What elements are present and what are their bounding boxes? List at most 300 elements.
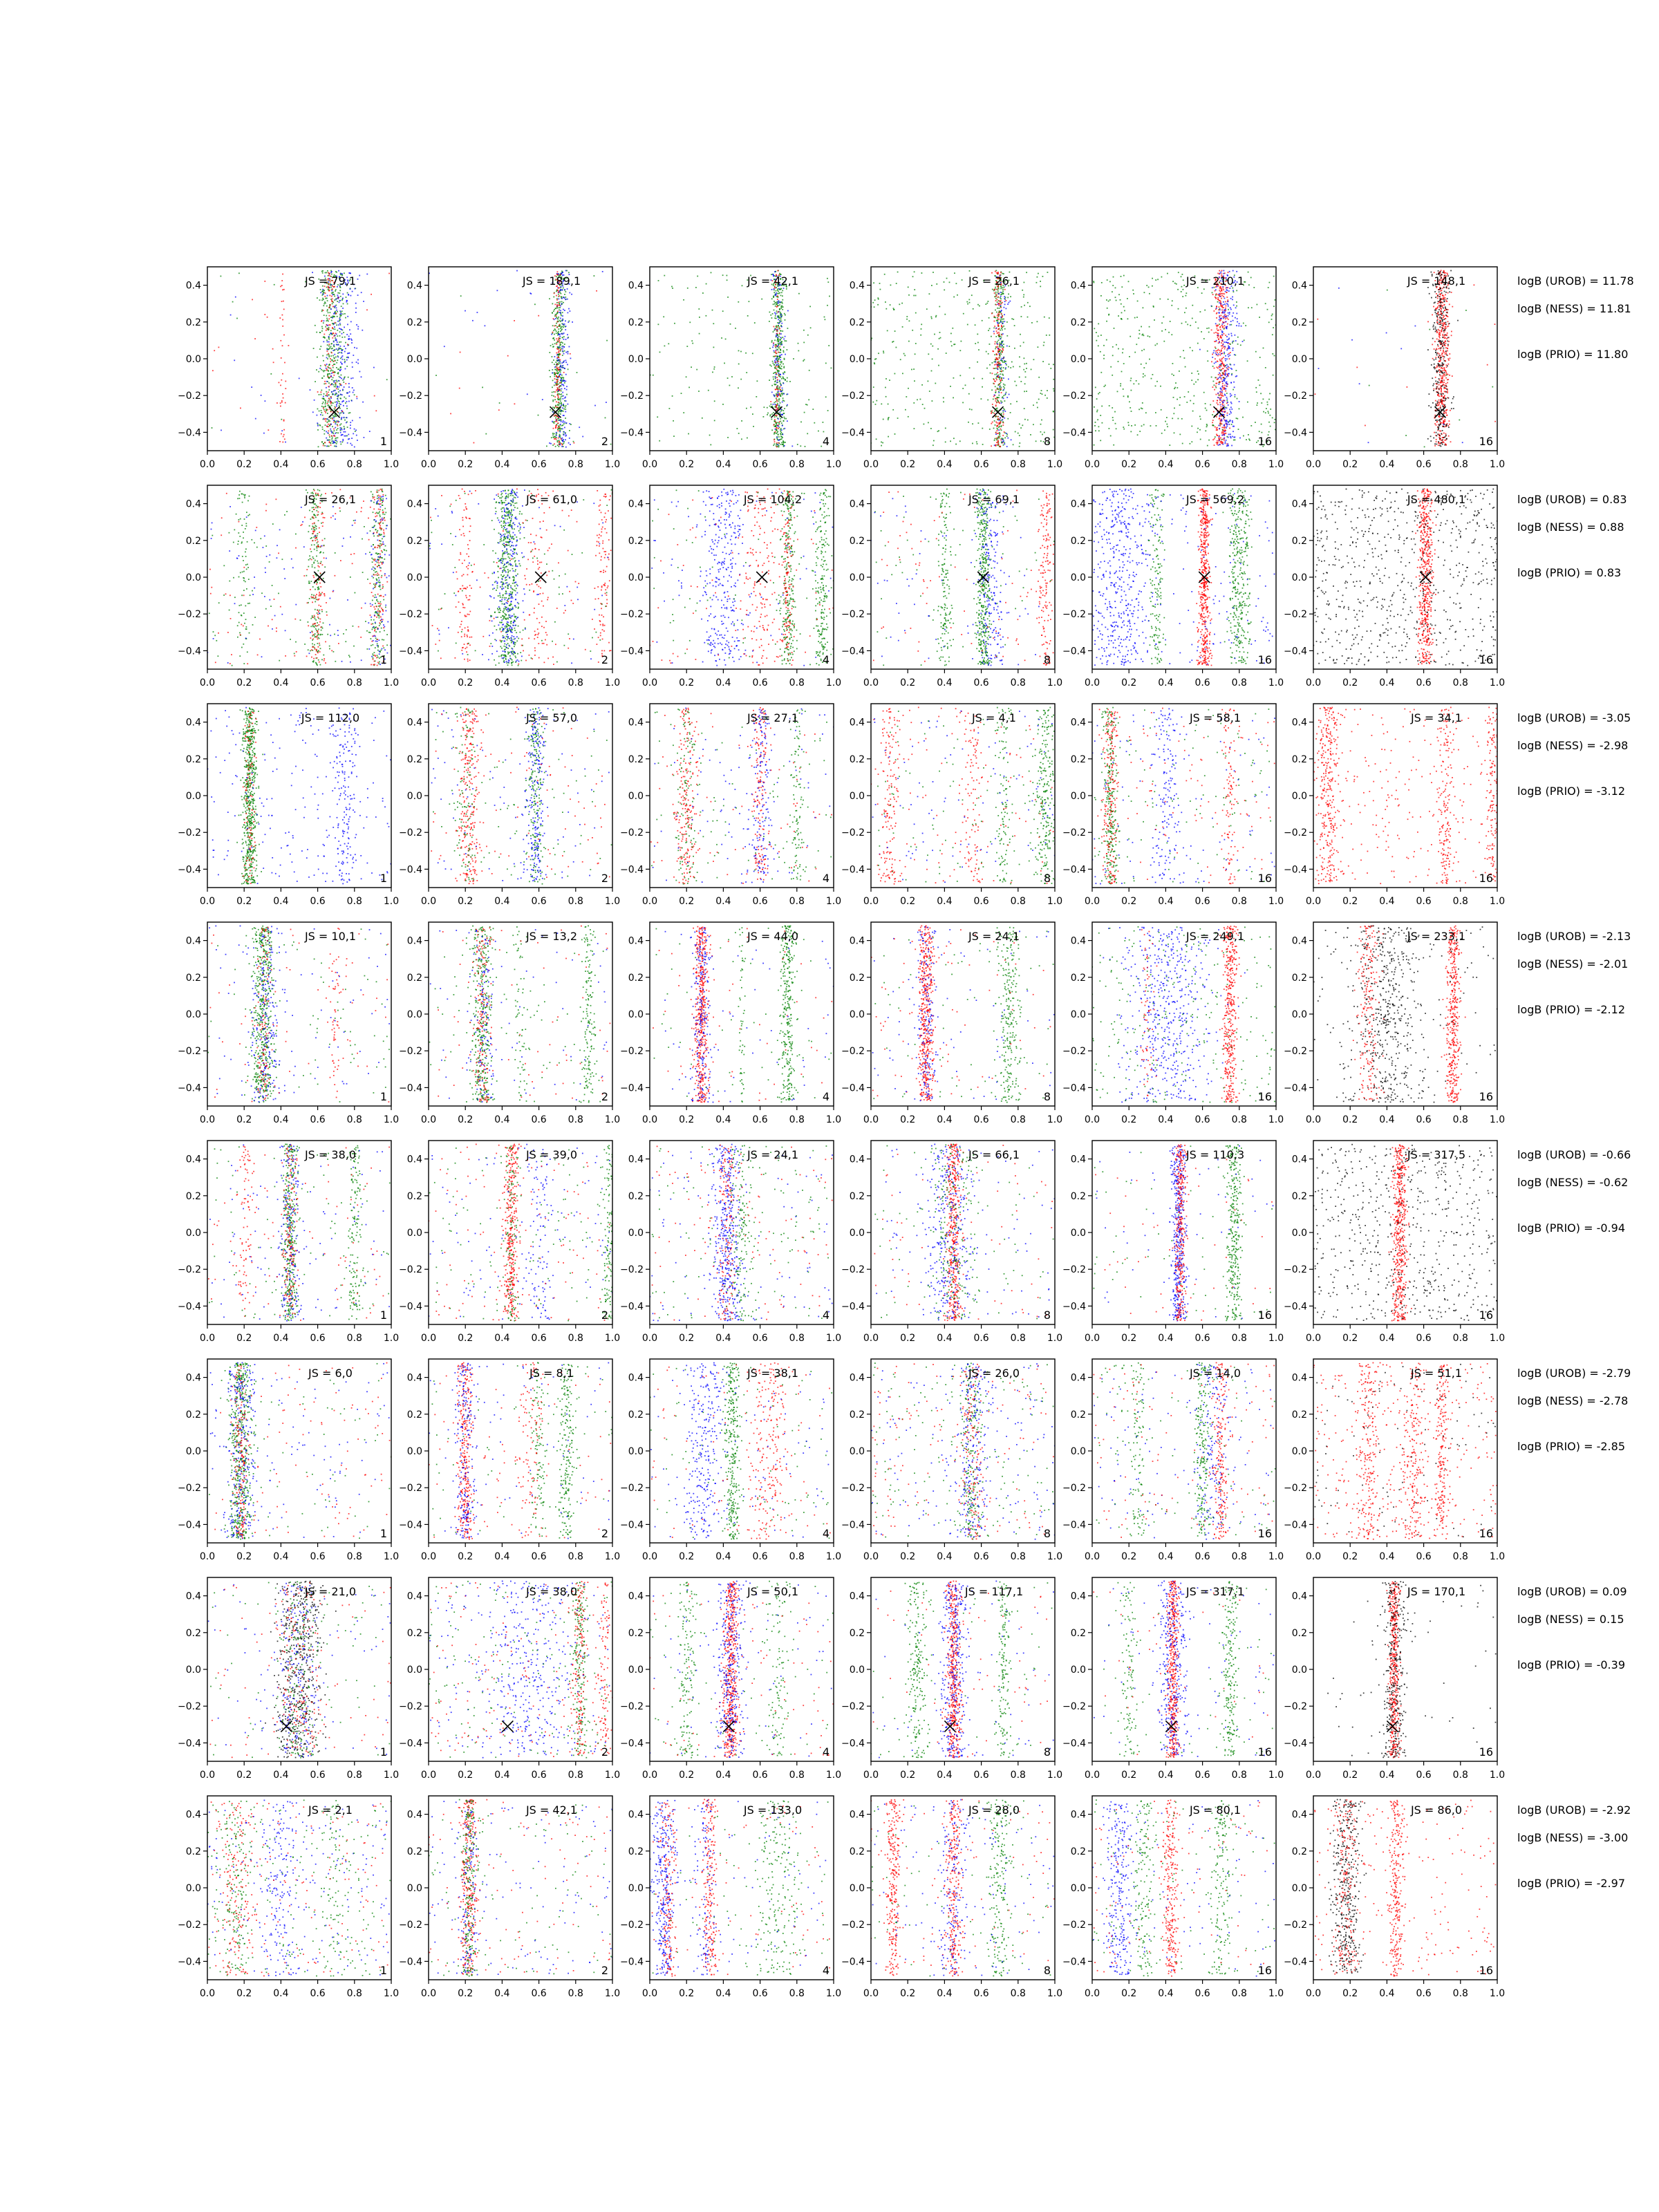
scatter-point — [388, 273, 390, 274]
scatter-point — [559, 353, 560, 355]
scatter-point — [328, 395, 330, 396]
scatter-point — [1230, 321, 1232, 322]
scatter-point — [335, 433, 336, 434]
scatter-point — [1233, 382, 1235, 383]
scatter-point — [354, 429, 355, 430]
scatter-point — [1222, 324, 1224, 325]
scatter-point — [1005, 363, 1006, 364]
scatter-point — [729, 385, 731, 386]
scatter-point — [1219, 327, 1221, 328]
scatter-point — [727, 275, 728, 276]
scatter-point — [995, 400, 997, 402]
scatter-point — [1219, 352, 1221, 353]
scatter-point — [1224, 411, 1226, 413]
scatter-point — [1267, 309, 1268, 310]
scatter-point — [1236, 301, 1237, 303]
scatter-point — [1250, 425, 1252, 427]
scatter-point — [345, 317, 346, 319]
x-tick-label: 0.0 — [863, 459, 879, 470]
scatter-point — [1033, 404, 1034, 406]
scatter-point — [350, 321, 352, 323]
scatter-point — [1024, 282, 1025, 283]
scatter-point — [280, 286, 281, 288]
scatter-point — [997, 372, 998, 373]
scatter-point — [991, 411, 992, 412]
scatter-point — [558, 334, 559, 335]
scatter-point — [1019, 357, 1020, 358]
scatter-point — [323, 445, 324, 447]
scatter-point — [1224, 404, 1225, 406]
scatter-point — [333, 442, 335, 444]
scatter-point — [1221, 431, 1223, 433]
scatter-point — [1037, 276, 1038, 278]
scatter-point — [556, 321, 558, 323]
scatter-point — [971, 294, 973, 296]
scatter-point — [713, 323, 714, 324]
scatter-point — [558, 292, 559, 293]
scatter-point — [565, 406, 566, 408]
scatter-point — [998, 316, 1000, 317]
scatter-point — [776, 384, 777, 385]
step-label: 2 — [601, 435, 608, 448]
scatter-point — [1441, 391, 1442, 393]
scatter-point — [565, 362, 567, 363]
scatter-point — [560, 380, 561, 382]
scatter-point — [1217, 337, 1219, 338]
scatter-point — [561, 330, 562, 331]
scatter-point — [1161, 433, 1163, 434]
scatter-point — [1152, 278, 1153, 279]
scatter-point — [1221, 330, 1223, 332]
x-tick-label: 1.0 — [826, 459, 841, 470]
scatter-point — [330, 376, 332, 377]
scatter-point — [774, 439, 775, 440]
scatter-point — [556, 332, 557, 334]
scatter-point — [780, 295, 782, 297]
scatter-point — [341, 306, 342, 307]
scatter-point — [339, 415, 340, 416]
scatter-point — [1006, 346, 1008, 347]
scatter-point — [992, 289, 993, 290]
scatter-point — [999, 346, 1000, 348]
scatter-point — [1007, 297, 1009, 299]
scatter-point — [1040, 393, 1042, 394]
scatter-point — [999, 308, 1000, 309]
scatter-point — [559, 340, 560, 341]
scatter-point — [1222, 327, 1224, 328]
scatter-point — [944, 281, 945, 283]
x-tick-label: 0.2 — [900, 459, 915, 470]
scatter-point — [782, 400, 784, 401]
scatter-point — [559, 363, 561, 364]
scatter-point — [1226, 326, 1228, 328]
scatter-point — [752, 413, 753, 415]
scatter-point — [325, 292, 326, 294]
scatter-point — [1159, 299, 1161, 300]
scatter-point — [780, 374, 781, 375]
scatter-point — [326, 315, 327, 317]
x-tick-label: 1.0 — [1047, 459, 1062, 470]
scatter-point — [323, 398, 324, 400]
scatter-point — [784, 445, 785, 447]
scatter-point — [807, 433, 808, 434]
scatter-point — [803, 360, 804, 362]
scatter-point — [1094, 328, 1095, 329]
scatter-point — [341, 357, 342, 358]
subplot-r1-c6 — [1284, 267, 1505, 470]
scatter-point — [1226, 386, 1227, 387]
scatter-point — [279, 382, 280, 384]
scatter-point — [1170, 321, 1171, 322]
scatter-point — [1232, 270, 1234, 272]
scatter-point — [288, 345, 290, 346]
scatter-point — [778, 345, 779, 346]
scatter-point — [1116, 428, 1117, 429]
scatter-point — [344, 426, 345, 427]
scatter-point — [559, 441, 560, 442]
scatter-point — [355, 431, 356, 432]
scatter-point — [1004, 298, 1005, 299]
scatter-point — [1024, 419, 1026, 420]
scatter-point — [1174, 387, 1176, 388]
scatter-point — [800, 422, 802, 423]
scatter-point — [1114, 411, 1116, 413]
scatter-point — [557, 311, 559, 312]
scatter-point — [1106, 299, 1107, 301]
scatter-point — [564, 297, 565, 299]
scatter-point — [335, 332, 337, 334]
scatter-point — [777, 330, 778, 332]
scatter-point — [774, 271, 776, 272]
scatter-point — [998, 433, 1000, 434]
scatter-point — [465, 310, 466, 312]
scatter-point — [1215, 346, 1216, 348]
scatter-point — [936, 283, 937, 285]
scatter-point — [873, 386, 874, 388]
scatter-point — [697, 276, 698, 277]
scatter-point — [1022, 290, 1023, 291]
scatter-point — [1232, 315, 1233, 317]
scatter-point — [1015, 431, 1016, 433]
scatter-point — [554, 443, 555, 444]
scatter-point — [1237, 418, 1238, 420]
scatter-point — [562, 440, 563, 442]
scatter-point — [1225, 391, 1226, 392]
scatter-point — [1238, 429, 1239, 430]
scatter-point — [1027, 420, 1029, 421]
scatter-point — [340, 362, 341, 363]
scatter-point — [780, 333, 782, 335]
scatter-point — [322, 298, 324, 299]
scatter-point — [754, 322, 756, 324]
scatter-point — [776, 399, 778, 400]
scatter-point — [563, 353, 565, 355]
scatter-point — [1447, 332, 1448, 334]
scatter-point — [787, 381, 788, 382]
scatter-point — [1006, 300, 1007, 301]
scatter-point — [920, 335, 921, 336]
scatter-point — [894, 309, 895, 310]
scatter-point — [1000, 349, 1001, 350]
scatter-point — [1224, 341, 1225, 343]
scatter-point — [281, 400, 283, 402]
scatter-point — [977, 342, 979, 344]
scatter-point — [321, 321, 322, 322]
scatter-point — [782, 397, 784, 399]
scatter-point — [1443, 433, 1445, 434]
scatter-point — [930, 428, 932, 429]
scatter-point — [1228, 373, 1229, 375]
scatter-point — [1020, 381, 1022, 382]
scatter-point — [1215, 427, 1216, 428]
scatter-point — [326, 298, 328, 299]
scatter-point — [774, 424, 775, 426]
scatter-point — [1273, 306, 1275, 307]
scatter-point — [785, 354, 786, 355]
scatter-point — [771, 419, 772, 420]
scatter-point — [997, 299, 998, 301]
scatter-point — [335, 384, 337, 386]
x-tick-label: 0.8 — [1011, 459, 1026, 470]
scatter-point — [1237, 337, 1239, 338]
scatter-point — [780, 406, 781, 408]
scatter-point — [1215, 323, 1217, 324]
scatter-point — [1002, 315, 1003, 317]
scatter-point — [1449, 375, 1450, 376]
scatter-point — [997, 341, 998, 342]
x-tick-label: 0.6 — [973, 459, 988, 470]
scatter-point — [1000, 429, 1002, 430]
scatter-point — [973, 308, 974, 310]
scatter-point — [1219, 302, 1220, 303]
scatter-point — [327, 440, 328, 441]
scatter-point — [1094, 425, 1096, 427]
scatter-point — [283, 335, 285, 336]
scatter-point — [774, 301, 775, 302]
scatter-point — [361, 292, 362, 293]
scatter-point — [564, 344, 565, 345]
scatter-point — [1216, 340, 1217, 341]
scatter-point — [1438, 400, 1440, 401]
scatter-point — [1112, 291, 1113, 292]
scatter-point — [1000, 303, 1002, 305]
scatter-point — [782, 330, 783, 332]
scatter-point — [1123, 306, 1125, 308]
scatter-point — [982, 444, 984, 445]
scatter-point — [1009, 346, 1010, 347]
scatter-point — [997, 322, 998, 324]
scatter-point — [1229, 312, 1230, 313]
scatter-point — [761, 299, 762, 300]
scatter-point — [1053, 411, 1054, 413]
scatter-point — [769, 348, 771, 349]
scatter-point — [778, 407, 780, 409]
scatter-point — [529, 292, 531, 294]
scatter-point — [563, 324, 564, 325]
scatter-point — [559, 390, 561, 391]
scatter-point — [714, 366, 715, 368]
scatter-point — [899, 303, 900, 305]
scatter-point — [1123, 363, 1125, 364]
scatter-point — [563, 405, 564, 406]
scatter-point — [775, 350, 776, 352]
scatter-point — [783, 351, 785, 353]
scatter-point — [328, 364, 330, 366]
scatter-point — [778, 424, 779, 426]
scatter-point — [930, 344, 932, 345]
scatter-point — [1221, 364, 1222, 366]
scatter-point — [1236, 418, 1237, 419]
scatter-point — [1000, 440, 1002, 441]
scatter-point — [341, 310, 343, 312]
scatter-point — [1008, 366, 1009, 368]
scatter-point — [1217, 393, 1219, 394]
scatter-point — [777, 306, 778, 307]
scatter-point — [1224, 312, 1225, 314]
scatter-point — [560, 400, 561, 402]
scatter-point — [780, 439, 782, 440]
scatter-point — [1211, 361, 1212, 362]
scatter-point — [338, 324, 339, 326]
scatter-point — [1441, 390, 1442, 391]
scatter-point — [315, 381, 316, 382]
scatter-point — [781, 344, 782, 346]
scatter-point — [1216, 416, 1217, 418]
scatter-point — [1226, 321, 1227, 322]
subplot-r1-c4 — [841, 267, 1062, 470]
scatter-point — [997, 418, 999, 420]
scatter-point — [783, 393, 785, 395]
scatter-point — [558, 352, 559, 353]
scatter-point — [562, 429, 563, 430]
scatter-point — [1024, 408, 1025, 409]
scatter-point — [282, 289, 283, 290]
scatter-point — [325, 424, 326, 426]
scatter-point — [776, 429, 777, 431]
scatter-point — [778, 361, 779, 362]
scatter-point — [1230, 364, 1231, 365]
scatter-point — [1019, 366, 1020, 368]
scatter-point — [1150, 425, 1152, 427]
scatter-point — [982, 428, 983, 429]
scatter-point — [284, 438, 285, 440]
scatter-point — [1115, 288, 1116, 289]
scatter-point — [659, 352, 661, 353]
x-tick-label: 0.6 — [310, 459, 325, 470]
scatter-point — [565, 352, 567, 353]
scatter-point — [567, 299, 568, 300]
scatter-point — [323, 294, 324, 295]
scatter-point — [560, 330, 561, 332]
scatter-point — [435, 375, 437, 376]
scatter-point — [781, 366, 782, 367]
scatter-point — [775, 425, 776, 427]
scatter-point — [1219, 415, 1220, 417]
scatter-point — [570, 310, 571, 312]
scatter-point — [1134, 352, 1136, 353]
y-tick-label: 0.2 — [186, 317, 201, 328]
scatter-point — [1227, 324, 1228, 325]
scatter-point — [874, 306, 875, 308]
scatter-point — [561, 290, 563, 291]
scatter-point — [994, 364, 995, 366]
scatter-point — [783, 378, 785, 379]
scatter-point — [333, 375, 335, 376]
scatter-point — [1248, 272, 1249, 273]
scatter-point — [1107, 308, 1108, 309]
scatter-point — [333, 323, 335, 324]
scatter-point — [786, 288, 787, 290]
scatter-point — [674, 323, 675, 324]
scatter-point — [1163, 341, 1165, 342]
scatter-point — [559, 354, 561, 355]
scatter-point — [1172, 300, 1173, 301]
scatter-point — [1235, 355, 1236, 356]
scatter-point — [565, 360, 567, 362]
scatter-point — [998, 402, 1000, 403]
scatter-point — [326, 381, 328, 382]
scatter-point — [713, 368, 715, 370]
scatter-point — [1136, 344, 1137, 345]
scatter-point — [888, 418, 889, 419]
scatter-point — [1219, 440, 1220, 441]
scatter-point — [321, 406, 323, 407]
scatter-point — [336, 339, 337, 340]
scatter-point — [337, 402, 338, 404]
scatter-point — [1142, 408, 1143, 409]
scatter-point — [557, 390, 559, 391]
scatter-point — [335, 393, 337, 394]
scatter-point — [994, 413, 995, 414]
scatter-point — [1098, 430, 1100, 431]
scatter-point — [740, 351, 742, 353]
scatter-point — [554, 408, 555, 409]
scatter-point — [485, 433, 487, 435]
scatter-point — [337, 316, 338, 317]
scatter-point — [993, 333, 995, 335]
scatter-point — [270, 373, 272, 375]
scatter-point — [779, 421, 780, 422]
scatter-point — [1185, 292, 1187, 294]
scatter-point — [1116, 300, 1117, 301]
scatter-point — [782, 410, 784, 411]
scatter-point — [780, 321, 781, 322]
scatter-point — [776, 326, 778, 328]
scatter-point — [325, 412, 326, 413]
scatter-point — [775, 355, 776, 357]
scatter-point — [1002, 375, 1004, 376]
scatter-point — [997, 375, 998, 377]
scatter-point — [776, 364, 778, 366]
scatter-point — [997, 346, 998, 348]
scatter-point — [563, 423, 565, 424]
scatter-point — [564, 397, 565, 399]
scatter-point — [787, 377, 788, 379]
scatter-point — [557, 271, 559, 272]
scatter-point — [683, 299, 684, 301]
scatter-point — [876, 400, 877, 402]
scatter-point — [341, 411, 343, 412]
scatter-point — [272, 348, 274, 350]
scatter-point — [553, 330, 554, 331]
scatter-point — [339, 376, 340, 377]
scatter-point — [1174, 283, 1176, 284]
scatter-point — [556, 375, 557, 377]
scatter-point — [783, 383, 785, 384]
scatter-point — [773, 444, 774, 446]
scatter-point — [798, 350, 799, 352]
scatter-point — [777, 371, 778, 373]
